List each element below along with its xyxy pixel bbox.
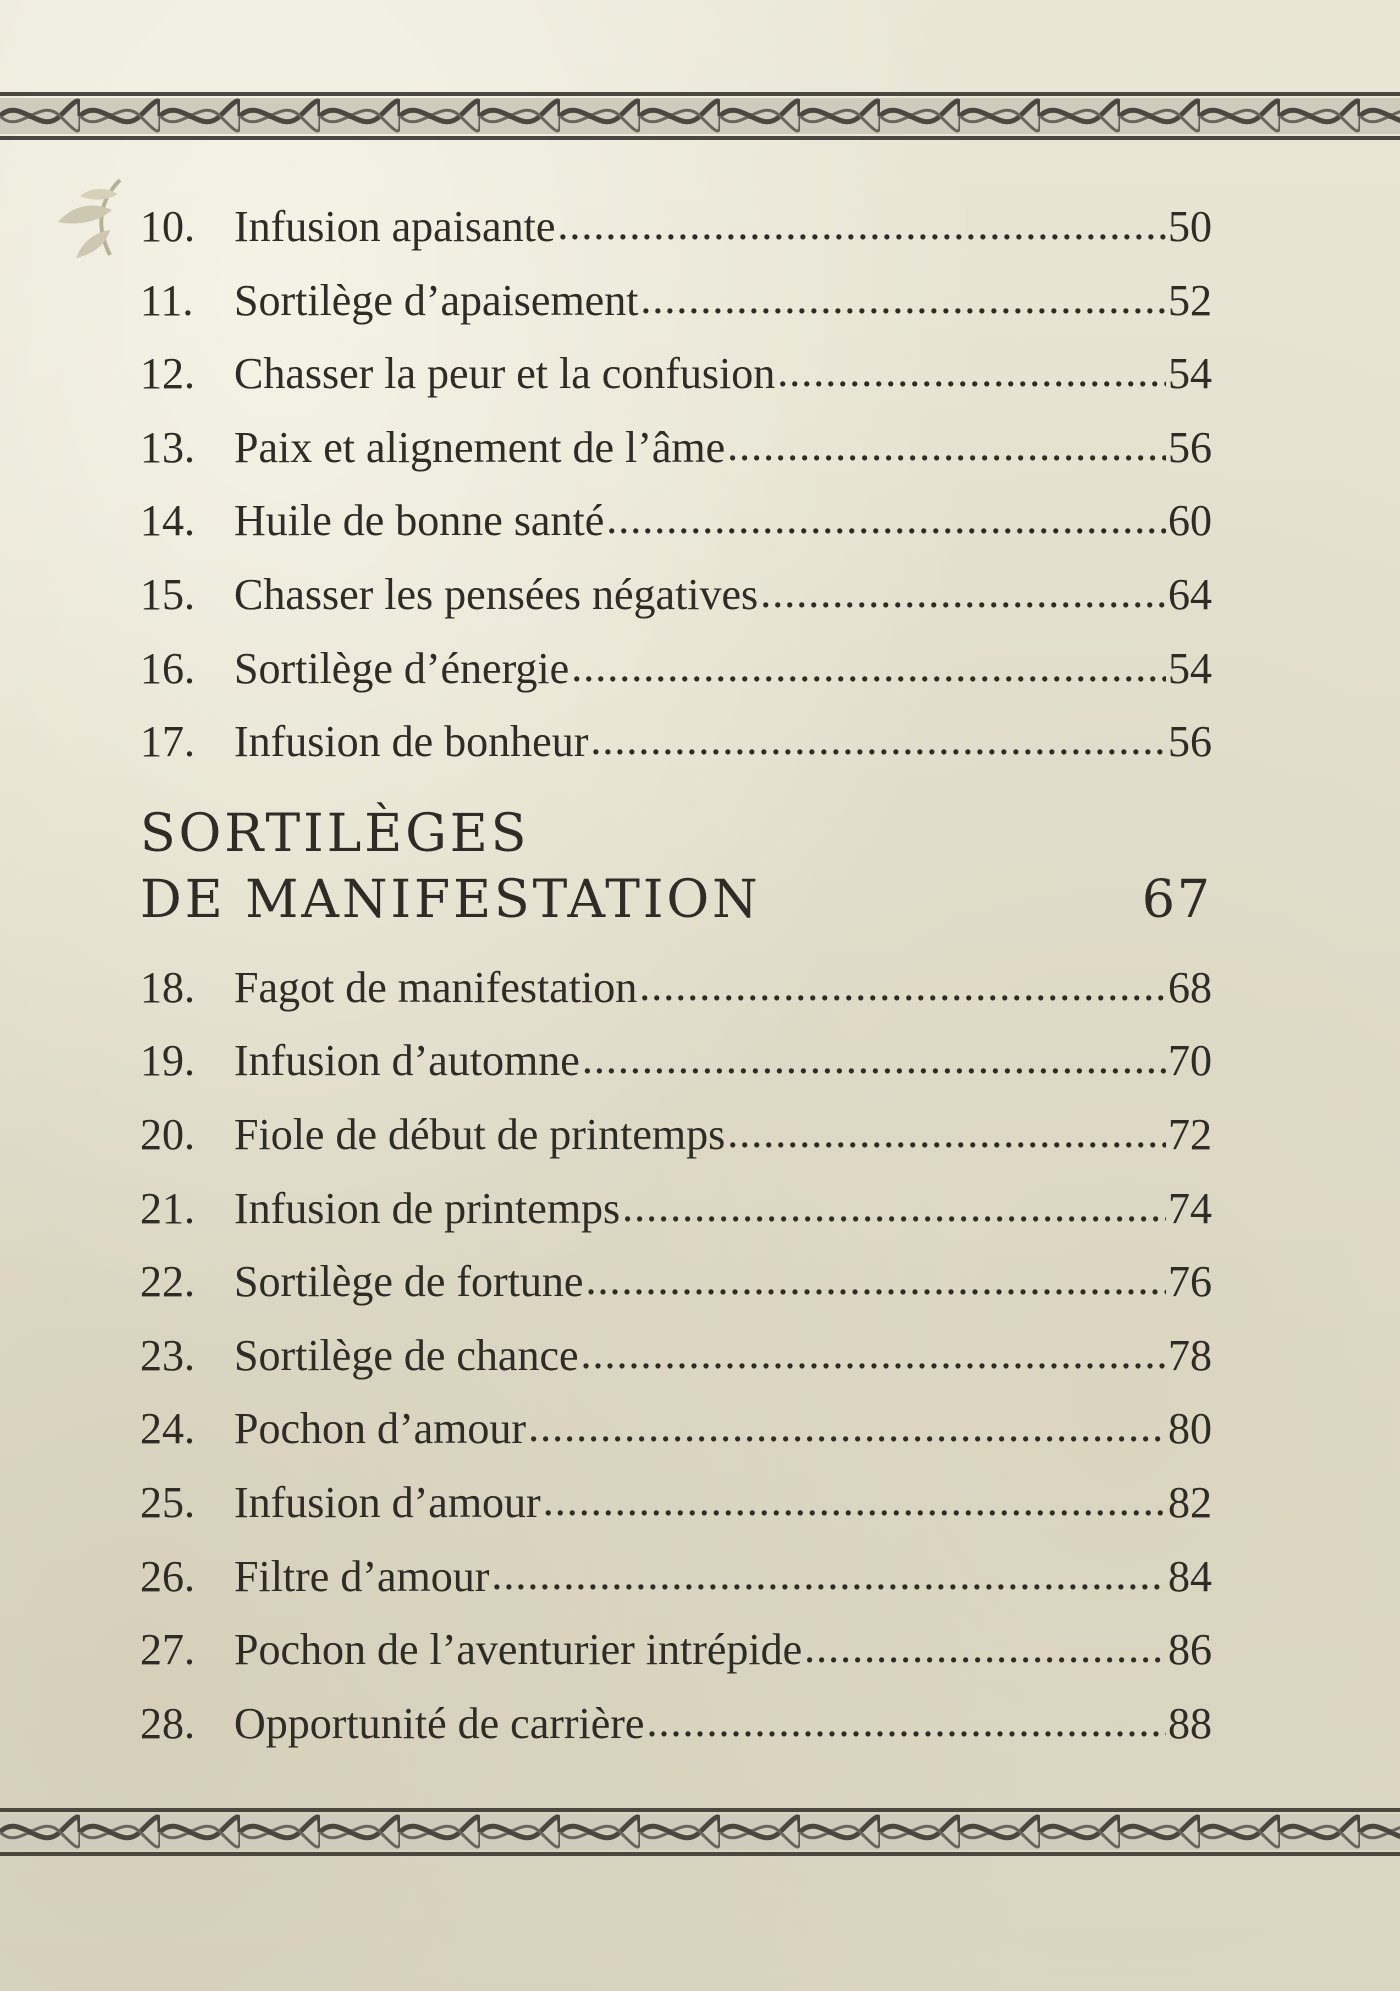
entry-title: Infusion de bonheur xyxy=(234,717,589,767)
toc-entry[interactable] xyxy=(140,190,1212,264)
section-heading xyxy=(140,801,761,933)
entry-page: 70 xyxy=(1168,1036,1212,1086)
section-header[interactable] xyxy=(140,801,1212,933)
entry-title: Infusion de printemps xyxy=(234,1183,621,1233)
dot-leader xyxy=(760,556,1166,630)
entry-title: Sortilège de fortune xyxy=(234,1257,584,1307)
toc-entry[interactable] xyxy=(140,705,1212,779)
toc-entry[interactable] xyxy=(140,1319,1212,1393)
toc-entry[interactable] xyxy=(140,1466,1212,1540)
dot-leader xyxy=(622,1170,1166,1244)
entry-number: 23. xyxy=(140,1330,195,1380)
entry-title: Chasser les pensées négatives xyxy=(234,569,759,619)
entry-number: 13. xyxy=(140,422,195,472)
entry-title: Infusion d’amour xyxy=(234,1477,541,1527)
dot-leader xyxy=(582,1022,1166,1096)
celtic-knot-border-icon xyxy=(0,1808,1400,1856)
entry-page: 60 xyxy=(1168,496,1212,546)
dot-leader xyxy=(646,1685,1166,1759)
section-page: 67 xyxy=(1141,869,1212,930)
entry-number: 16. xyxy=(140,643,195,693)
dot-leader xyxy=(581,1317,1166,1391)
entry-title: Infusion apaisante xyxy=(234,202,556,251)
dot-leader xyxy=(639,949,1166,1023)
dot-leader xyxy=(804,1611,1166,1685)
celtic-knot-border-bottom xyxy=(0,1808,1400,1856)
dot-leader xyxy=(571,630,1166,704)
entry-page: 72 xyxy=(1168,1109,1212,1159)
entry-number: 26. xyxy=(140,1551,195,1601)
entry-number: 22. xyxy=(140,1257,195,1307)
entry-number: 10. xyxy=(140,202,195,251)
entry-page: 54 xyxy=(1168,643,1212,693)
entry-number: 28. xyxy=(140,1698,195,1748)
entry-title: Sortilège de chance xyxy=(234,1330,579,1380)
entry-title: Pochon de l’aventurier intrépide xyxy=(234,1625,803,1675)
toc-entry[interactable] xyxy=(140,1245,1212,1319)
dot-leader xyxy=(727,1096,1166,1170)
entry-title: Pochon d’amour xyxy=(234,1404,527,1454)
entry-number: 18. xyxy=(140,962,195,1012)
entry-title: Fiole de début de printemps xyxy=(234,1109,726,1159)
dot-leader xyxy=(528,1390,1166,1464)
dot-leader xyxy=(727,409,1166,483)
entry-number: 25. xyxy=(140,1477,195,1527)
entry-page: 84 xyxy=(1168,1551,1212,1601)
entry-number: 27. xyxy=(140,1625,195,1675)
entry-page: 88 xyxy=(1168,1698,1212,1748)
toc-entry[interactable] xyxy=(140,1098,1212,1172)
entry-title: Fagot de manifestation xyxy=(234,962,638,1012)
entry-number: 19. xyxy=(140,1036,195,1086)
dot-leader xyxy=(557,188,1166,262)
entry-page: 68 xyxy=(1168,962,1212,1012)
section-heading-line1: SORTILÈGES xyxy=(140,803,530,864)
entry-number: 12. xyxy=(140,349,195,399)
entry-title: Huile de bonne santé xyxy=(234,496,605,546)
toc-entry[interactable] xyxy=(140,558,1212,632)
entry-number: 17. xyxy=(140,717,195,767)
entry-number: 24. xyxy=(140,1404,195,1454)
entry-page: 78 xyxy=(1168,1330,1212,1380)
toc-entry[interactable] xyxy=(140,484,1212,558)
entry-title: Sortilège d’énergie xyxy=(234,643,570,693)
toc-entry[interactable] xyxy=(140,1540,1212,1614)
entry-page: 80 xyxy=(1168,1404,1212,1454)
celtic-knot-border-top xyxy=(0,92,1400,140)
entry-title: Filtre d’amour xyxy=(234,1551,490,1601)
dot-leader xyxy=(543,1464,1166,1538)
toc-entry[interactable] xyxy=(140,951,1212,1025)
entry-title: Chasser la peur et la confusion xyxy=(234,349,776,399)
entry-number: 20. xyxy=(140,1109,195,1159)
entry-page: 86 xyxy=(1168,1625,1212,1675)
entry-page: 82 xyxy=(1168,1477,1212,1527)
toc-entry[interactable] xyxy=(140,337,1212,411)
entry-number: 21. xyxy=(140,1183,195,1233)
dot-leader xyxy=(585,1243,1166,1317)
entry-page: 50 xyxy=(1168,202,1212,251)
entry-page: 56 xyxy=(1168,422,1212,472)
entry-page: 74 xyxy=(1168,1183,1212,1233)
toc-entry[interactable] xyxy=(140,1613,1212,1687)
toc-entry[interactable] xyxy=(140,1172,1212,1246)
entry-page: 56 xyxy=(1168,717,1212,767)
table-of-contents xyxy=(140,190,1212,1760)
entry-number: 15. xyxy=(140,569,195,619)
entry-title: Opportunité de carrière xyxy=(234,1698,645,1748)
dot-leader xyxy=(590,703,1166,777)
entry-title: Paix et alignement de l’âme xyxy=(234,422,726,472)
toc-entry[interactable] xyxy=(140,411,1212,485)
section-heading-line2: DE MANIFESTATION xyxy=(140,869,761,930)
dot-leader xyxy=(491,1538,1166,1612)
entry-page: 52 xyxy=(1168,275,1212,325)
entry-page: 64 xyxy=(1168,569,1212,619)
entry-title: Infusion d’automne xyxy=(234,1036,580,1086)
entry-page: 54 xyxy=(1168,349,1212,399)
entry-number: 11. xyxy=(140,275,194,325)
leaf-sprig-icon xyxy=(40,170,150,280)
toc-entry[interactable] xyxy=(140,1687,1212,1761)
dot-leader xyxy=(640,262,1166,336)
toc-entry[interactable] xyxy=(140,1392,1212,1466)
celtic-knot-border-icon xyxy=(0,92,1400,140)
entry-page: 76 xyxy=(1168,1257,1212,1307)
toc-entry[interactable] xyxy=(140,1024,1212,1098)
dot-leader xyxy=(606,482,1166,556)
entry-title: Sortilège d’apaisement xyxy=(234,275,639,325)
toc-entry[interactable] xyxy=(140,264,1212,338)
entry-number: 14. xyxy=(140,496,195,546)
toc-entry[interactable] xyxy=(140,632,1212,706)
dot-leader xyxy=(777,335,1166,409)
